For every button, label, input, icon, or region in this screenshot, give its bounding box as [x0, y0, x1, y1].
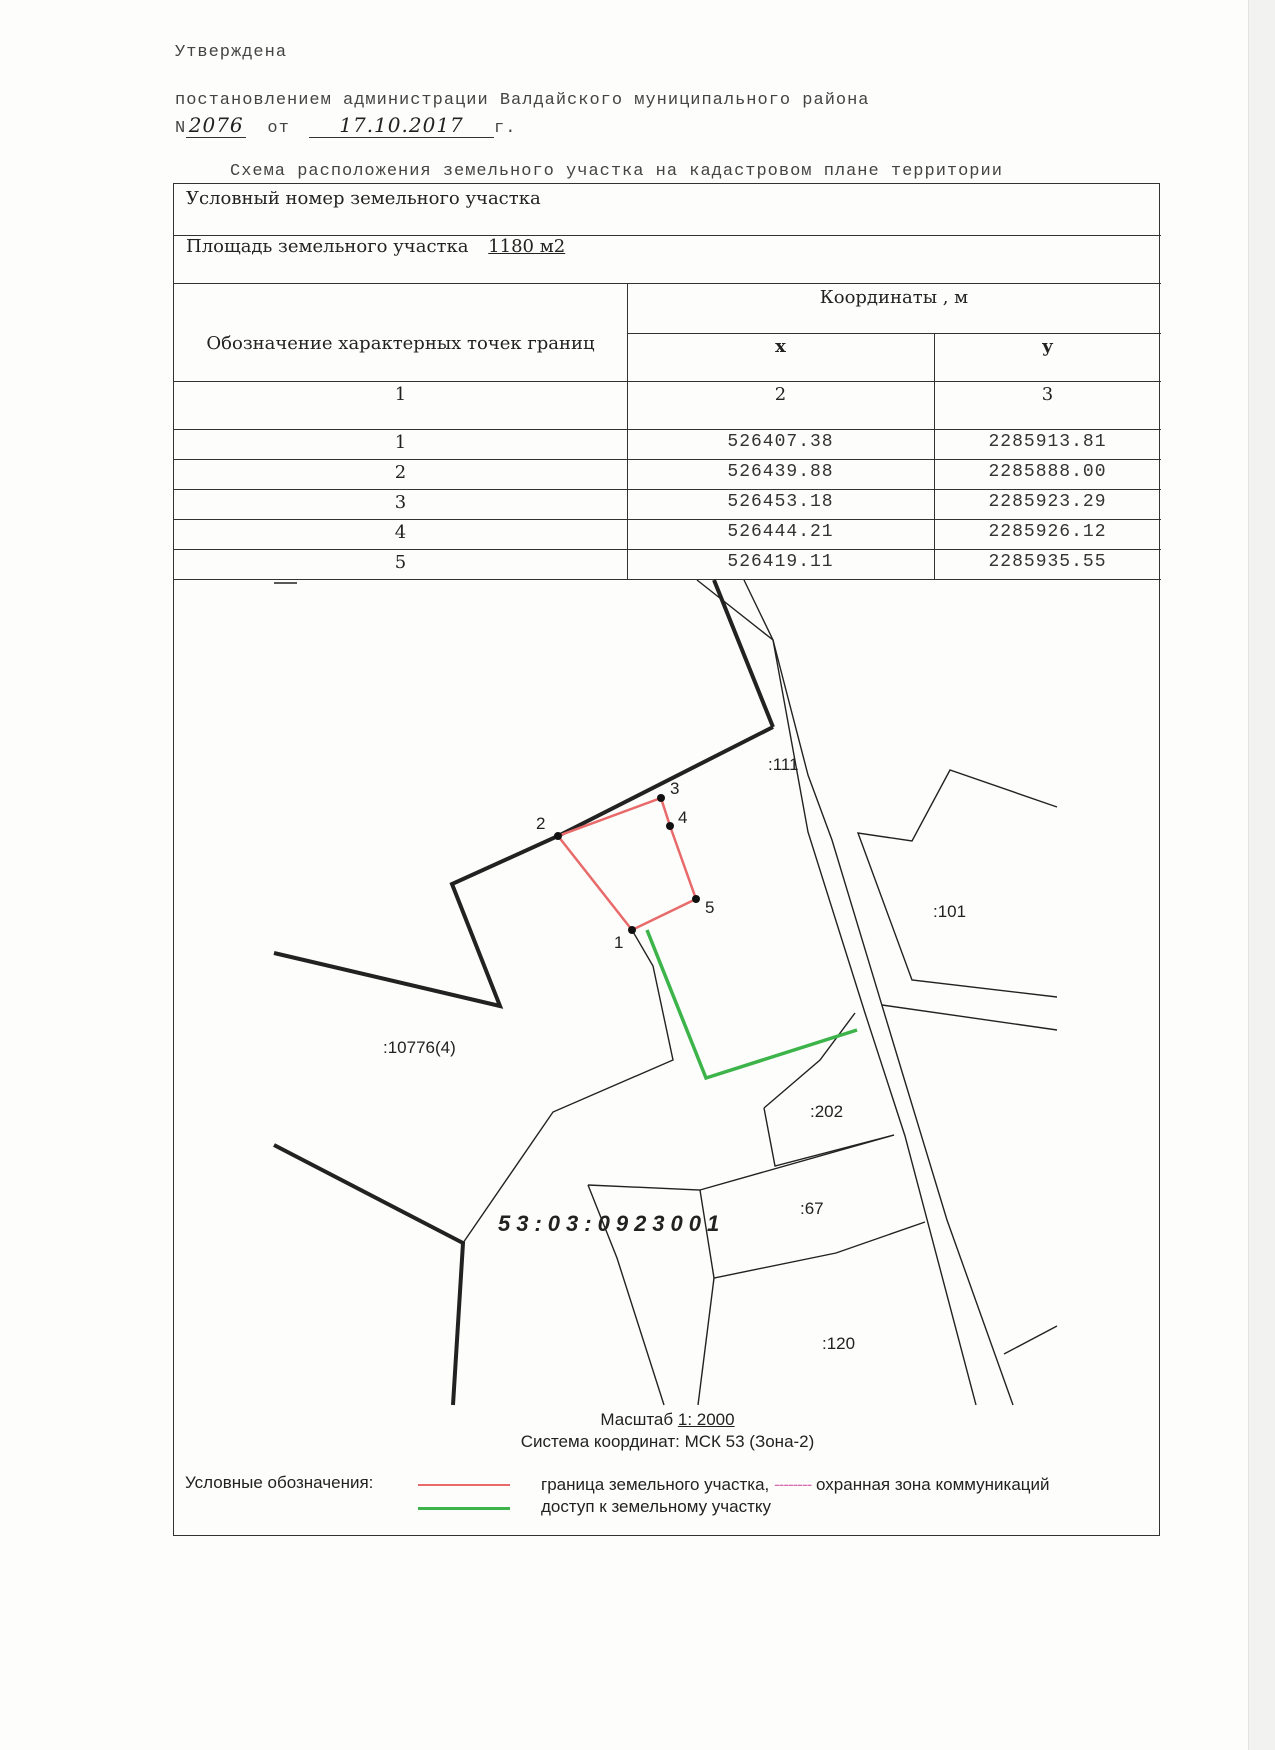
coord-x: 526407.38: [727, 432, 834, 452]
col-y-header: y: [1042, 336, 1053, 357]
parcel-boundary: [1004, 1326, 1057, 1354]
parcel-boundary: [882, 1005, 1057, 1030]
coord-x: 526419.11: [727, 552, 834, 572]
decree-date: 17.10.2017: [309, 113, 494, 138]
col-x-header: x: [775, 336, 786, 357]
coord-y: 2285923.29: [988, 492, 1107, 512]
parcel-label-120: :120: [822, 1334, 856, 1353]
point-2: [554, 832, 562, 840]
col-num-3: 3: [1041, 384, 1054, 405]
parcel-label-111: :111: [768, 755, 799, 774]
point-label-4: 4: [678, 808, 688, 827]
road-right-edge: [773, 640, 1013, 1405]
decree-number: 2076: [186, 113, 246, 138]
thick-boundary-main: [274, 727, 773, 1006]
legend-access: доступ к земельному участку: [541, 1497, 772, 1516]
point-label-2: 2: [536, 814, 546, 833]
document-title: Схема расположения земельного участка на кадастровом плане территории: [230, 162, 1003, 181]
thick-boundary-lower: [274, 1145, 463, 1405]
parcel-120-boundary: [698, 1278, 714, 1405]
coord-y: 2285926.12: [988, 522, 1107, 542]
from-label: от: [267, 119, 290, 138]
road-left-edge: [697, 580, 976, 1405]
col-num-2: 2: [774, 384, 787, 405]
land-parcel-boundary: [558, 798, 696, 930]
parcel-label-202: :202: [810, 1102, 844, 1121]
parcel-boundary: [700, 1135, 894, 1190]
col-num-1: 1: [394, 384, 407, 405]
point-label-5: 5: [705, 898, 715, 917]
coords-header: Координаты , м: [819, 287, 969, 308]
thick-boundary-top: [714, 580, 773, 727]
parcel-boundary: [463, 930, 673, 1243]
coord-x: 526453.18: [727, 492, 834, 512]
cadastral-quarter-number: 53:03:0923001: [498, 1211, 726, 1236]
legend-protection: охранная зона коммуникаций: [816, 1475, 1050, 1494]
point-number: 4: [394, 522, 407, 543]
coord-y: 2285935.55: [988, 552, 1107, 572]
coord-x: 526444.21: [727, 522, 834, 542]
point-1: [628, 926, 636, 934]
points-header: Обозначение характерных точек границ: [206, 333, 595, 354]
point-5: [692, 895, 700, 903]
point-number: 1: [394, 432, 407, 453]
year-suffix: г.: [494, 119, 517, 138]
decree-line: постановлением администрации Валдайского муниципального района: [175, 91, 870, 110]
map-thick-lines: [274, 580, 773, 1405]
scale-value: 1: 2000: [677, 1410, 735, 1429]
road-top-stub: [744, 580, 773, 640]
point-label-3: 3: [670, 779, 680, 798]
point-number: 2: [394, 462, 407, 483]
number-prefix: N: [175, 119, 187, 138]
coord-x: 526439.88: [727, 462, 834, 482]
coord-system: Система координат: МСК 53 (Зона-2): [520, 1432, 815, 1451]
area-label: Площадь земельного участка: [186, 236, 469, 257]
parcel-label-10776: :10776(4): [383, 1038, 456, 1057]
parcel-label-67: :67: [800, 1199, 824, 1218]
approved-label: Утверждена: [175, 43, 288, 62]
scale-label: Масштаб: [600, 1410, 674, 1429]
parcel-boundary: [764, 1013, 855, 1108]
area-value: 1180 м2: [488, 236, 566, 257]
access-route: [647, 930, 857, 1078]
map-thin-lines: [274, 580, 1057, 1405]
parcel-label-101: :101: [933, 902, 967, 921]
coord-y: 2285913.81: [988, 432, 1107, 452]
point-3: [657, 794, 665, 802]
parcel-101-boundary: [858, 770, 1057, 997]
point-4: [666, 822, 674, 830]
legend-dash-sample: --------: [774, 1475, 812, 1494]
point-label-1: 1: [614, 933, 624, 952]
coord-y: 2285888.00: [988, 462, 1107, 482]
legend-title: Условные обозначения:: [185, 1473, 374, 1492]
conditional-number-label: Условный номер земельного участка: [186, 188, 541, 209]
legend-boundary: граница земельного участка,: [541, 1475, 770, 1494]
point-number: 5: [394, 552, 407, 573]
point-number: 3: [394, 492, 407, 513]
